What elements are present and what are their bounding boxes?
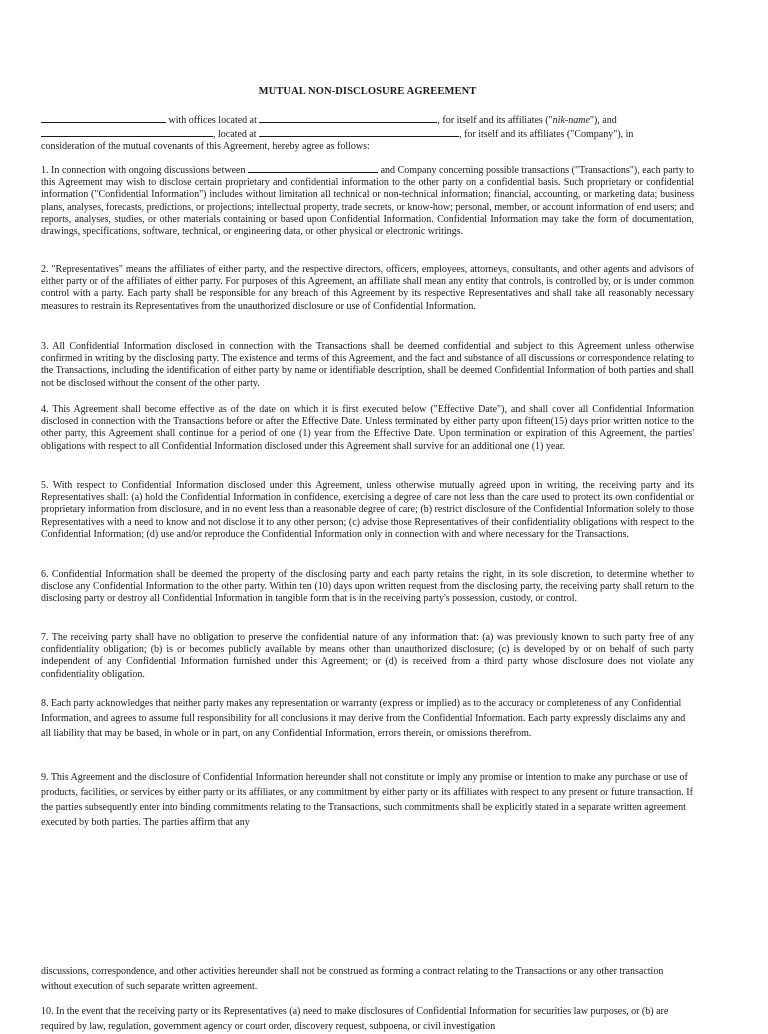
section-8: 8. Each party acknowledges that neither party makes any representation or warranty (express or implied) as to the accuracy or completeness of any Confidential Information, and agrees to assume full responsibility for all conclusions it may derive from the Confidential Information. Each party expressly disclaims any and all liability that may be based, in whole or in part, on any Confidential Information, errors therein, or omissions therefrom. xyxy=(41,698,686,739)
discussion-party-blank[interactable] xyxy=(248,163,378,173)
party-address-blank[interactable] xyxy=(259,113,437,123)
party-name-blank[interactable] xyxy=(41,113,166,123)
parties-paragraph xyxy=(41,113,694,154)
section-2: 2. "Representatives" means the affiliates of either party, and the respective directors, officers, employees, attorneys, consultants, and other agents and advisors of either party or of the affiliates of either party. For purposes of this Agreement, an affiliate shall mean any entity that controls, is controlled by, or is under common control with a party. Each party shall be responsible for any breach of this Agreement by its respective Representatives and shall take all reasonably necessary measures to restrain its Representatives from the unauthorized disclosure or use of Confidential Information. xyxy=(41,264,694,312)
located-text: , located at xyxy=(213,129,257,141)
section-4: 4. This Agreement shall become effective as of the date on which it is first executed below ("Effective Date"), and shall cover all Confidential Information disclosed in connection with the Transactions before or after the Effective Date. Unless terminated by either party upon fifteen(15) days prior written notice to the other party, this Agreement shall continue for a period of one (1) year from the Effective Date. Upon termination or expiration of this Agreement, the parties' obligations with respect to all Confidential Information disclosed under this Agreement shall survive for an additional one (1) year. xyxy=(41,404,694,452)
company-name-blank[interactable] xyxy=(41,127,213,137)
consideration-text: consideration of the mutual covenants of this Agreement, hereby agree as follows: xyxy=(41,141,370,153)
document-title: MUTUAL NON-DISCLOSURE AGREEMENT xyxy=(258,86,477,97)
document-page xyxy=(41,0,695,1032)
offices-text: with offices located at xyxy=(168,115,257,126)
section-9: 9. This Agreement and the disclosure of Confidential Information hereunder shall not constitute or imply any promise or intention to make any purchase or use of products, facilities, or services by either party or its affiliates, or any commitment by either party or its affiliates with respect to any present or future transaction. If the parties subsequently enter into binding commitments relating to the Transactions, such commitments shall be explicitly stated in a separate written agreement executed by both parties. The parties affirm that any xyxy=(41,772,693,828)
section-1 xyxy=(41,163,694,238)
section-7: 7. The receiving party shall have no obligation to preserve the confidential nature of any information that: (a) was previously known to such party free of any confidentiality obligation; (b) is or becomes publicly available by means other than unauthorized disclosure; (c) is developed by or on behalf of such party independent of any Confidential Information furnished under this Agreement; or (d) is received from a third party whose disclosure does not violate any confidentiality obligation. xyxy=(41,632,694,680)
section-1-body: and Company concerning possible transactions ("Transactions"), each party to this Agreement may wish to disclose certain proprietary and confidential information to the other party on a confidential basis. Such proprietary or confidential information ("Confidential Information") includes without limitation all technical or non-technical information; financial, accounting, or marketing data; business plans, analyses, forecasts, predictions, or projections; intellectual property, trade secrets, or know-how; personal, member, or account information of end users; and reports, analyses, studies, or other materials containing or based upon Confidential Information. Confidential Information may take the form of documentation, drawings, specifications, software, technical, or engineering data, or other physical or electronic writings. xyxy=(41,165,695,238)
section-9-continued: discussions, correspondence, and other activities hereunder shall not be construed as forming a contract relating to the Transactions or any other transaction without execution of such separate written agreement. xyxy=(41,966,664,992)
company-affiliates-text: , for itself and its affiliates ("Company"), in xyxy=(459,129,634,141)
affiliates-text: , for itself and its affiliates (" xyxy=(437,115,553,126)
section-3: 3. All Confidential Information disclosed in connection with the Transactions shall be deemed confidential and subject to this Agreement unless otherwise confirmed in writing by the disclosing party. The existence and terms of this Agreement, and the fact and substance of all discussions or correspondence relating to the Transactions, including the identification of either party by name or identifiable description, shall be deemed Confidential Information of both parties and shall not be disclosed without the consent of the other party. xyxy=(41,341,694,389)
section-10: 10. In the event that the receiving party or its Representatives (a) need to make disclosures of Confidential Information for securities law purposes, or (b) are required by law, regulation, government agency or court order, discovery request, subpoena, or civil investigation xyxy=(41,1006,669,1032)
nick-close-text: "), and xyxy=(589,115,617,126)
company-address-blank[interactable] xyxy=(259,127,459,137)
section-5: 5. With respect to Confidential Information disclosed under this Agreement, unless otherwise mutually agreed upon in writing, the receiving party and its Representatives shall: (a) hold the Confidential Information in confidence, exercising a degree of care not less than the care used to protect its own confidential or proprietary information from disclosure, and in no event less than a reasonable degree of care; (b) restrict disclosure of the Confidential Information solely to those Representatives with a need to know and not disclose it to any other person; (c) advise those Representatives of their confidentiality obligations with respect to the Confidential Information; (d) use and/or reproduce the Confidential Information only in connection with and where necessary for the Transactions. xyxy=(41,480,694,540)
nick-name-text: nik-name xyxy=(552,115,590,126)
section-6: 6. Confidential Information shall be deemed the property of the disclosing party and each party retains the right, in its sole discretion, to determine whether to disclose any Confidential Information to the other party. Within ten (10) days upon written request from the disclosing party, the receiving party shall return to the disclosing party or destroy all Confidential Information in tangible form that is in the receiving party's possession, custody, or control. xyxy=(41,569,694,605)
section-1-lead: 1. In connection with ongoing discussions between xyxy=(41,165,246,176)
